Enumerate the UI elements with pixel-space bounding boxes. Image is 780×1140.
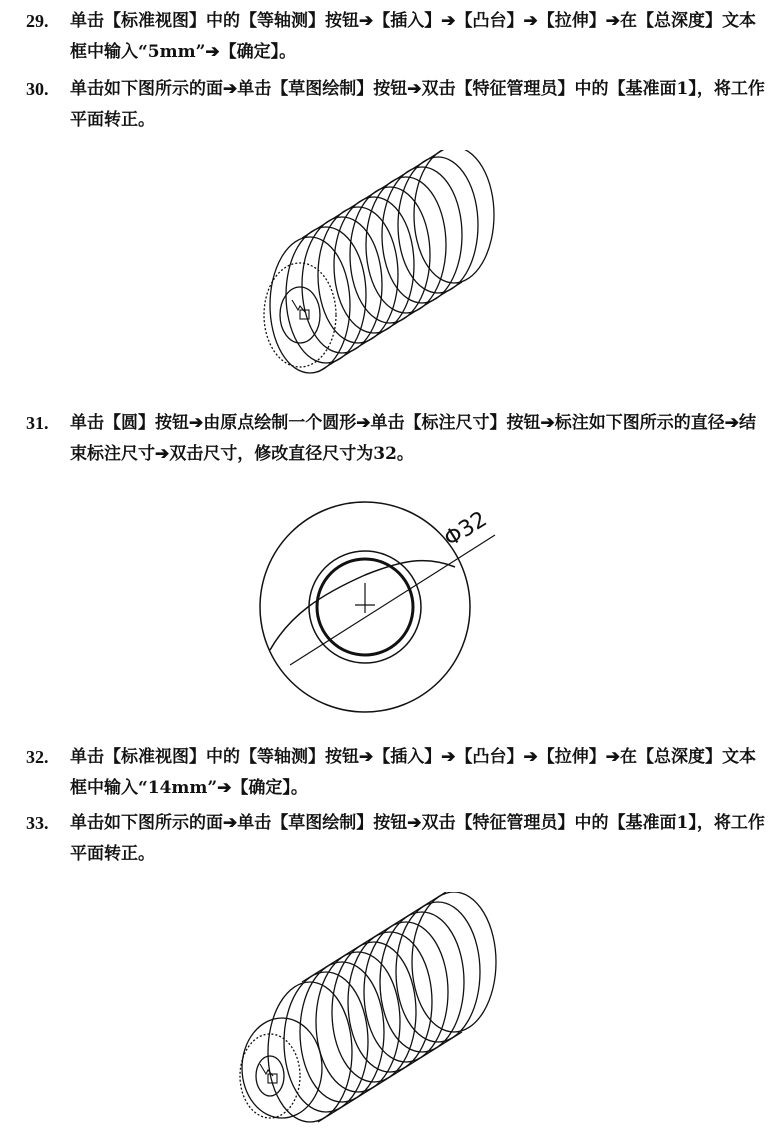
step-number: 31. (26, 413, 49, 433)
figure-threaded-part-2 (220, 892, 530, 1132)
dimension-label: Φ32 (439, 506, 492, 553)
step-number: 29. (26, 11, 49, 31)
step-number: 30. (26, 79, 49, 99)
step-31 (26, 408, 766, 470)
step-text: 单击【标准视图】中的【等轴测】按钮➔【插入】➔【凸台】➔【拉伸】➔在【总深度】文本框中输入“14mm”➔【确定】。 (70, 747, 756, 798)
step-number: 33. (26, 813, 49, 833)
step-text: 单击如下图所示的面➔单击【草图绘制】按钮➔双击【特征管理员】中的【基准面1】，将工作平面转正。 (70, 813, 765, 864)
figure-front-view-circle (250, 495, 530, 735)
step-33 (26, 808, 766, 870)
step-text: 单击如下图所示的面➔单击【草图绘制】按钮➔双击【特征管理员】中的【基准面1】，将工作平面转正。 (70, 79, 765, 130)
step-29 (26, 6, 766, 68)
figure-threaded-part-1 (230, 150, 530, 390)
step-number: 32. (26, 747, 49, 767)
step-30 (26, 74, 766, 136)
step-text: 单击【标准视图】中的【等轴测】按钮➔【插入】➔【凸台】➔【拉伸】➔在【总深度】文本框中输入“5mm”➔【确定】。 (70, 11, 756, 62)
step-32 (26, 742, 766, 804)
step-text: 单击【圆】按钮➔由原点绘制一个圆形➔单击【标注尺寸】按钮➔标注如下图所示的直径➔结束标注尺寸➔双击尺寸，修改直径尺寸为32。 (70, 413, 756, 464)
